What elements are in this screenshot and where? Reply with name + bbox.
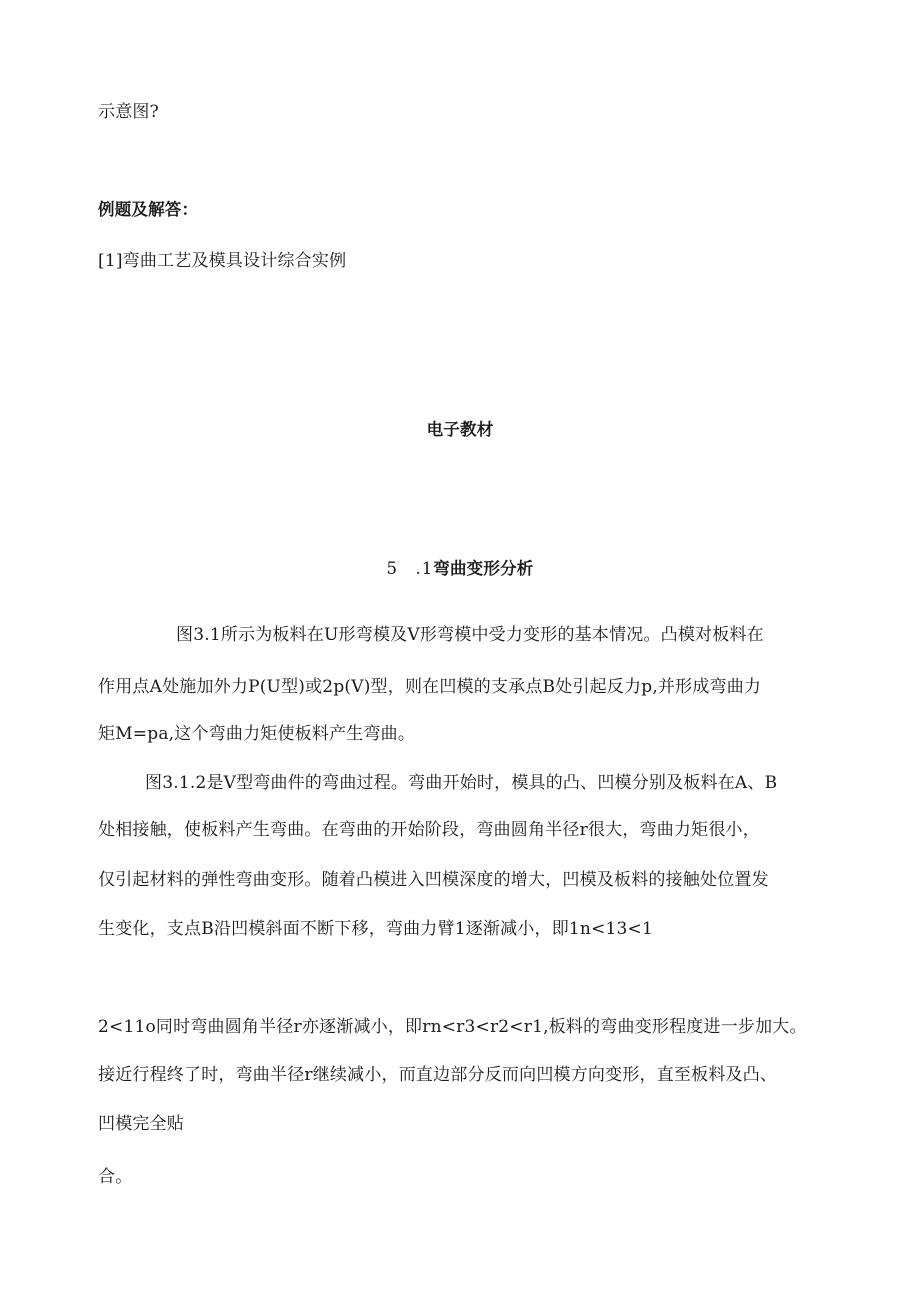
paragraph-line: 作用点A处施加外力P(U型)或2p(V)型，则在凹模的支承点B处引起反力p,并形成弯曲力 (98, 677, 762, 697)
paragraph-line: 接近行程终了时，弯曲半径r继续减小，而直边部分反而向凹模方向变形，直至板料及凸、 (98, 1065, 778, 1085)
paragraph-line: 合。 (98, 1167, 133, 1187)
paragraph-line: 生变化，支点B沿凹模斜面不断下移，弯曲力臂1逐渐减小，即1n<13<1 (98, 919, 654, 939)
paragraph-line: 仅引起材料的弹性弯曲变形。随着凸模进入凹模深度的增大，凹模及板料的接触处位置发 (98, 870, 769, 890)
section-number: 5 .1 (386, 559, 434, 578)
paragraph-line: 2<11o同时弯曲圆角半径r亦逐渐减小，即rn<r3<r2<r1,板料的弯曲变形程度进一步加大。 (98, 1017, 807, 1037)
paragraph-line: 图3.1所示为板料在U形弯模及V形弯模中受力变形的基本情况。凸模对板料在 (176, 625, 764, 645)
reference-item: [1]弯曲工艺及模具设计综合实例 (98, 251, 347, 271)
paragraph-line: 矩M=pa,这个弯曲力矩使板料产生弯曲。 (98, 724, 416, 744)
example-heading: 例题及解答： (98, 200, 199, 219)
section-title-ebook: 电子教材 (426, 420, 494, 439)
section-heading-text: 弯曲变形分析 (433, 559, 534, 578)
text-line-schematic: 示意图? (98, 102, 159, 122)
paragraph-line: 凹模完全贴 (98, 1114, 184, 1134)
section-heading (0, 557, 920, 581)
paragraph-line: 图3.1.2是V型弯曲件的弯曲过程。弯曲开始时，模具的凸、凹模分别及板料在A、B (145, 773, 778, 793)
paragraph-line: 处相接触，使板料产生弯曲。在弯曲的开始阶段，弯曲圆角半径r很大，弯曲力矩很小， (98, 820, 760, 840)
